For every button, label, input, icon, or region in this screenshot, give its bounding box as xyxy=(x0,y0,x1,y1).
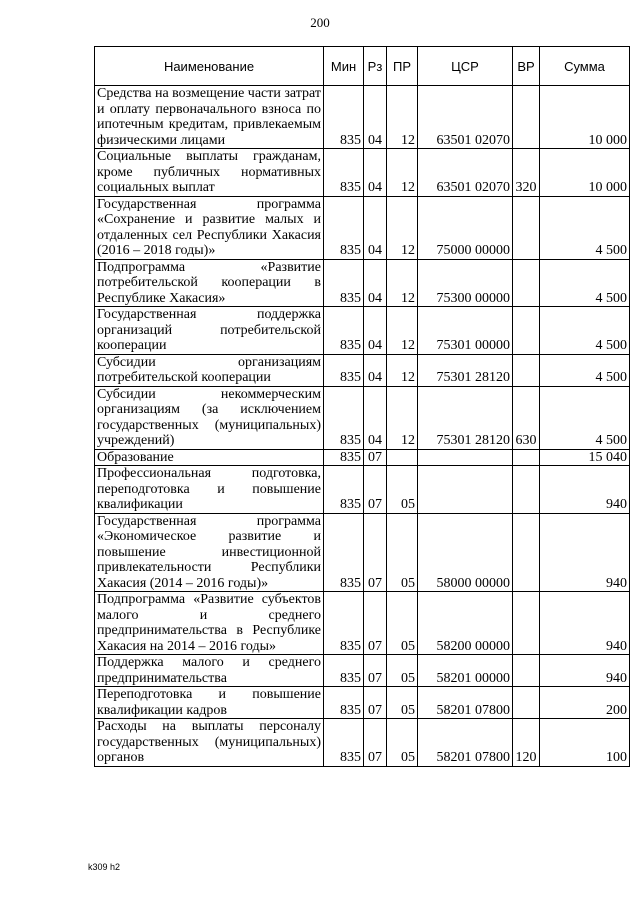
cell-vr xyxy=(513,592,540,655)
cell-rz: 07 xyxy=(364,449,387,466)
cell-min: 835 xyxy=(324,687,364,719)
cell-pr: 12 xyxy=(387,354,418,386)
cell-name: Социальные выплаты гражданам, кроме публичных нормативных социальных выплат xyxy=(95,149,324,197)
cell-name: Расходы на выплаты персоналу государственных (муниципальных) органов xyxy=(95,719,324,767)
cell-csr: 75301 28120 xyxy=(418,354,513,386)
cell-vr xyxy=(513,466,540,514)
cell-csr: 58000 00000 xyxy=(418,513,513,592)
cell-sum: 4 500 xyxy=(540,307,630,355)
cell-vr xyxy=(513,354,540,386)
cell-name: Государственная программа «Экономическое развитие и повышение инвестиционной привлекательности Республики Хакасия (2014 – 2016 годы)» xyxy=(95,513,324,592)
cell-vr xyxy=(513,307,540,355)
page-number: 200 xyxy=(310,15,330,30)
table-row xyxy=(95,86,630,149)
cell-name: Переподготовка и повышение квалификации кадров xyxy=(95,687,324,719)
cell-csr: 63501 02070 xyxy=(418,149,513,197)
cell-pr: 05 xyxy=(387,687,418,719)
cell-vr xyxy=(513,86,540,149)
cell-sum: 4 500 xyxy=(540,196,630,259)
cell-rz: 04 xyxy=(364,307,387,355)
cell-pr xyxy=(387,449,418,466)
cell-csr: 75301 00000 xyxy=(418,307,513,355)
table-row xyxy=(95,259,630,307)
cell-sum: 4 500 xyxy=(540,386,630,449)
table-row xyxy=(95,386,630,449)
cell-csr: 58200 00000 xyxy=(418,592,513,655)
cell-vr: 320 xyxy=(513,149,540,197)
footer-code: k309 h2 xyxy=(88,862,121,872)
cell-min: 835 xyxy=(324,86,364,149)
cell-min: 835 xyxy=(324,149,364,197)
cell-name: Государственная поддержка организаций потребительской кооперации xyxy=(95,307,324,355)
cell-sum: 940 xyxy=(540,655,630,687)
table-row xyxy=(95,466,630,514)
cell-csr: 58201 07800 xyxy=(418,687,513,719)
cell-csr xyxy=(418,449,513,466)
table-row xyxy=(95,196,630,259)
cell-pr: 05 xyxy=(387,592,418,655)
cell-rz: 07 xyxy=(364,513,387,592)
table-row xyxy=(95,354,630,386)
table-row xyxy=(95,149,630,197)
cell-name: Подпрограмма «Развитие потребительской кооперации в Республике Хакасия» xyxy=(95,259,324,307)
cell-pr: 05 xyxy=(387,466,418,514)
cell-min: 835 xyxy=(324,592,364,655)
cell-name: Государственная программа «Сохранение и развитие малых и отдаленных сел Республики Хакасия (2016 – 2018 годы)» xyxy=(95,196,324,259)
cell-sum: 10 000 xyxy=(540,149,630,197)
cell-sum: 4 500 xyxy=(540,259,630,307)
cell-pr: 05 xyxy=(387,719,418,767)
header-min: Мин xyxy=(324,47,364,86)
cell-sum: 15 040 xyxy=(540,449,630,466)
cell-vr: 630 xyxy=(513,386,540,449)
cell-vr xyxy=(513,687,540,719)
cell-sum: 200 xyxy=(540,687,630,719)
header-vr: ВР xyxy=(513,47,540,86)
cell-csr: 75000 00000 xyxy=(418,196,513,259)
cell-pr: 12 xyxy=(387,149,418,197)
cell-min: 835 xyxy=(324,513,364,592)
header-pr: ПР xyxy=(387,47,418,86)
table-row xyxy=(95,687,630,719)
cell-min: 835 xyxy=(324,386,364,449)
cell-pr: 12 xyxy=(387,386,418,449)
cell-rz: 07 xyxy=(364,655,387,687)
cell-vr xyxy=(513,196,540,259)
cell-rz: 07 xyxy=(364,719,387,767)
cell-name: Средства на возмещение части затрат и оплату первоначального взноса по ипотечным кредитам, привлекаемым физическими лицами xyxy=(95,86,324,149)
cell-pr: 12 xyxy=(387,307,418,355)
cell-pr: 05 xyxy=(387,655,418,687)
cell-name: Поддержка малого и среднего предпринимательства xyxy=(95,655,324,687)
cell-rz: 07 xyxy=(364,592,387,655)
cell-sum: 940 xyxy=(540,592,630,655)
cell-min: 835 xyxy=(324,719,364,767)
cell-name: Субсидии организациям потребительской кооперации xyxy=(95,354,324,386)
header-csr: ЦСР xyxy=(418,47,513,86)
cell-vr: 120 xyxy=(513,719,540,767)
cell-vr xyxy=(513,513,540,592)
header-sum: Сумма xyxy=(540,47,630,86)
cell-vr xyxy=(513,655,540,687)
cell-rz: 04 xyxy=(364,86,387,149)
cell-rz: 04 xyxy=(364,259,387,307)
cell-rz: 04 xyxy=(364,149,387,197)
budget-table xyxy=(94,46,630,767)
cell-vr xyxy=(513,449,540,466)
table-row xyxy=(95,719,630,767)
cell-min: 835 xyxy=(324,196,364,259)
cell-vr xyxy=(513,259,540,307)
cell-sum: 4 500 xyxy=(540,354,630,386)
cell-pr: 12 xyxy=(387,86,418,149)
cell-rz: 07 xyxy=(364,687,387,719)
cell-sum: 100 xyxy=(540,719,630,767)
cell-csr xyxy=(418,466,513,514)
cell-name: Субсидии некоммерческим организациям (за исключением государственных (муниципальных) учреждений) xyxy=(95,386,324,449)
cell-min: 835 xyxy=(324,655,364,687)
cell-min: 835 xyxy=(324,466,364,514)
cell-csr: 58201 00000 xyxy=(418,655,513,687)
cell-csr: 63501 02070 xyxy=(418,86,513,149)
cell-name: Профессиональная подготовка, переподготовка и повышение квалификации xyxy=(95,466,324,514)
cell-min: 835 xyxy=(324,307,364,355)
header-rz: Рз xyxy=(364,47,387,86)
cell-sum: 10 000 xyxy=(540,86,630,149)
cell-rz: 04 xyxy=(364,354,387,386)
cell-pr: 12 xyxy=(387,259,418,307)
cell-name: Образование xyxy=(95,449,324,466)
cell-csr: 75300 00000 xyxy=(418,259,513,307)
cell-min: 835 xyxy=(324,449,364,466)
cell-sum: 940 xyxy=(540,466,630,514)
table-header-row xyxy=(95,47,630,86)
cell-rz: 07 xyxy=(364,466,387,514)
cell-rz: 04 xyxy=(364,196,387,259)
cell-csr: 58201 07800 xyxy=(418,719,513,767)
cell-csr: 75301 28120 xyxy=(418,386,513,449)
table-row xyxy=(95,592,630,655)
table-row xyxy=(95,655,630,687)
cell-sum: 940 xyxy=(540,513,630,592)
table-row xyxy=(95,449,630,466)
header-name: Наименование xyxy=(95,47,324,86)
cell-pr: 12 xyxy=(387,196,418,259)
cell-name: Подпрограмма «Развитие субъектов малого и среднего предпринимательства в Республике Хакасия на 2014 – 2016 годы» xyxy=(95,592,324,655)
table-row xyxy=(95,307,630,355)
cell-min: 835 xyxy=(324,354,364,386)
cell-rz: 04 xyxy=(364,386,387,449)
cell-min: 835 xyxy=(324,259,364,307)
table-row xyxy=(95,513,630,592)
cell-pr: 05 xyxy=(387,513,418,592)
